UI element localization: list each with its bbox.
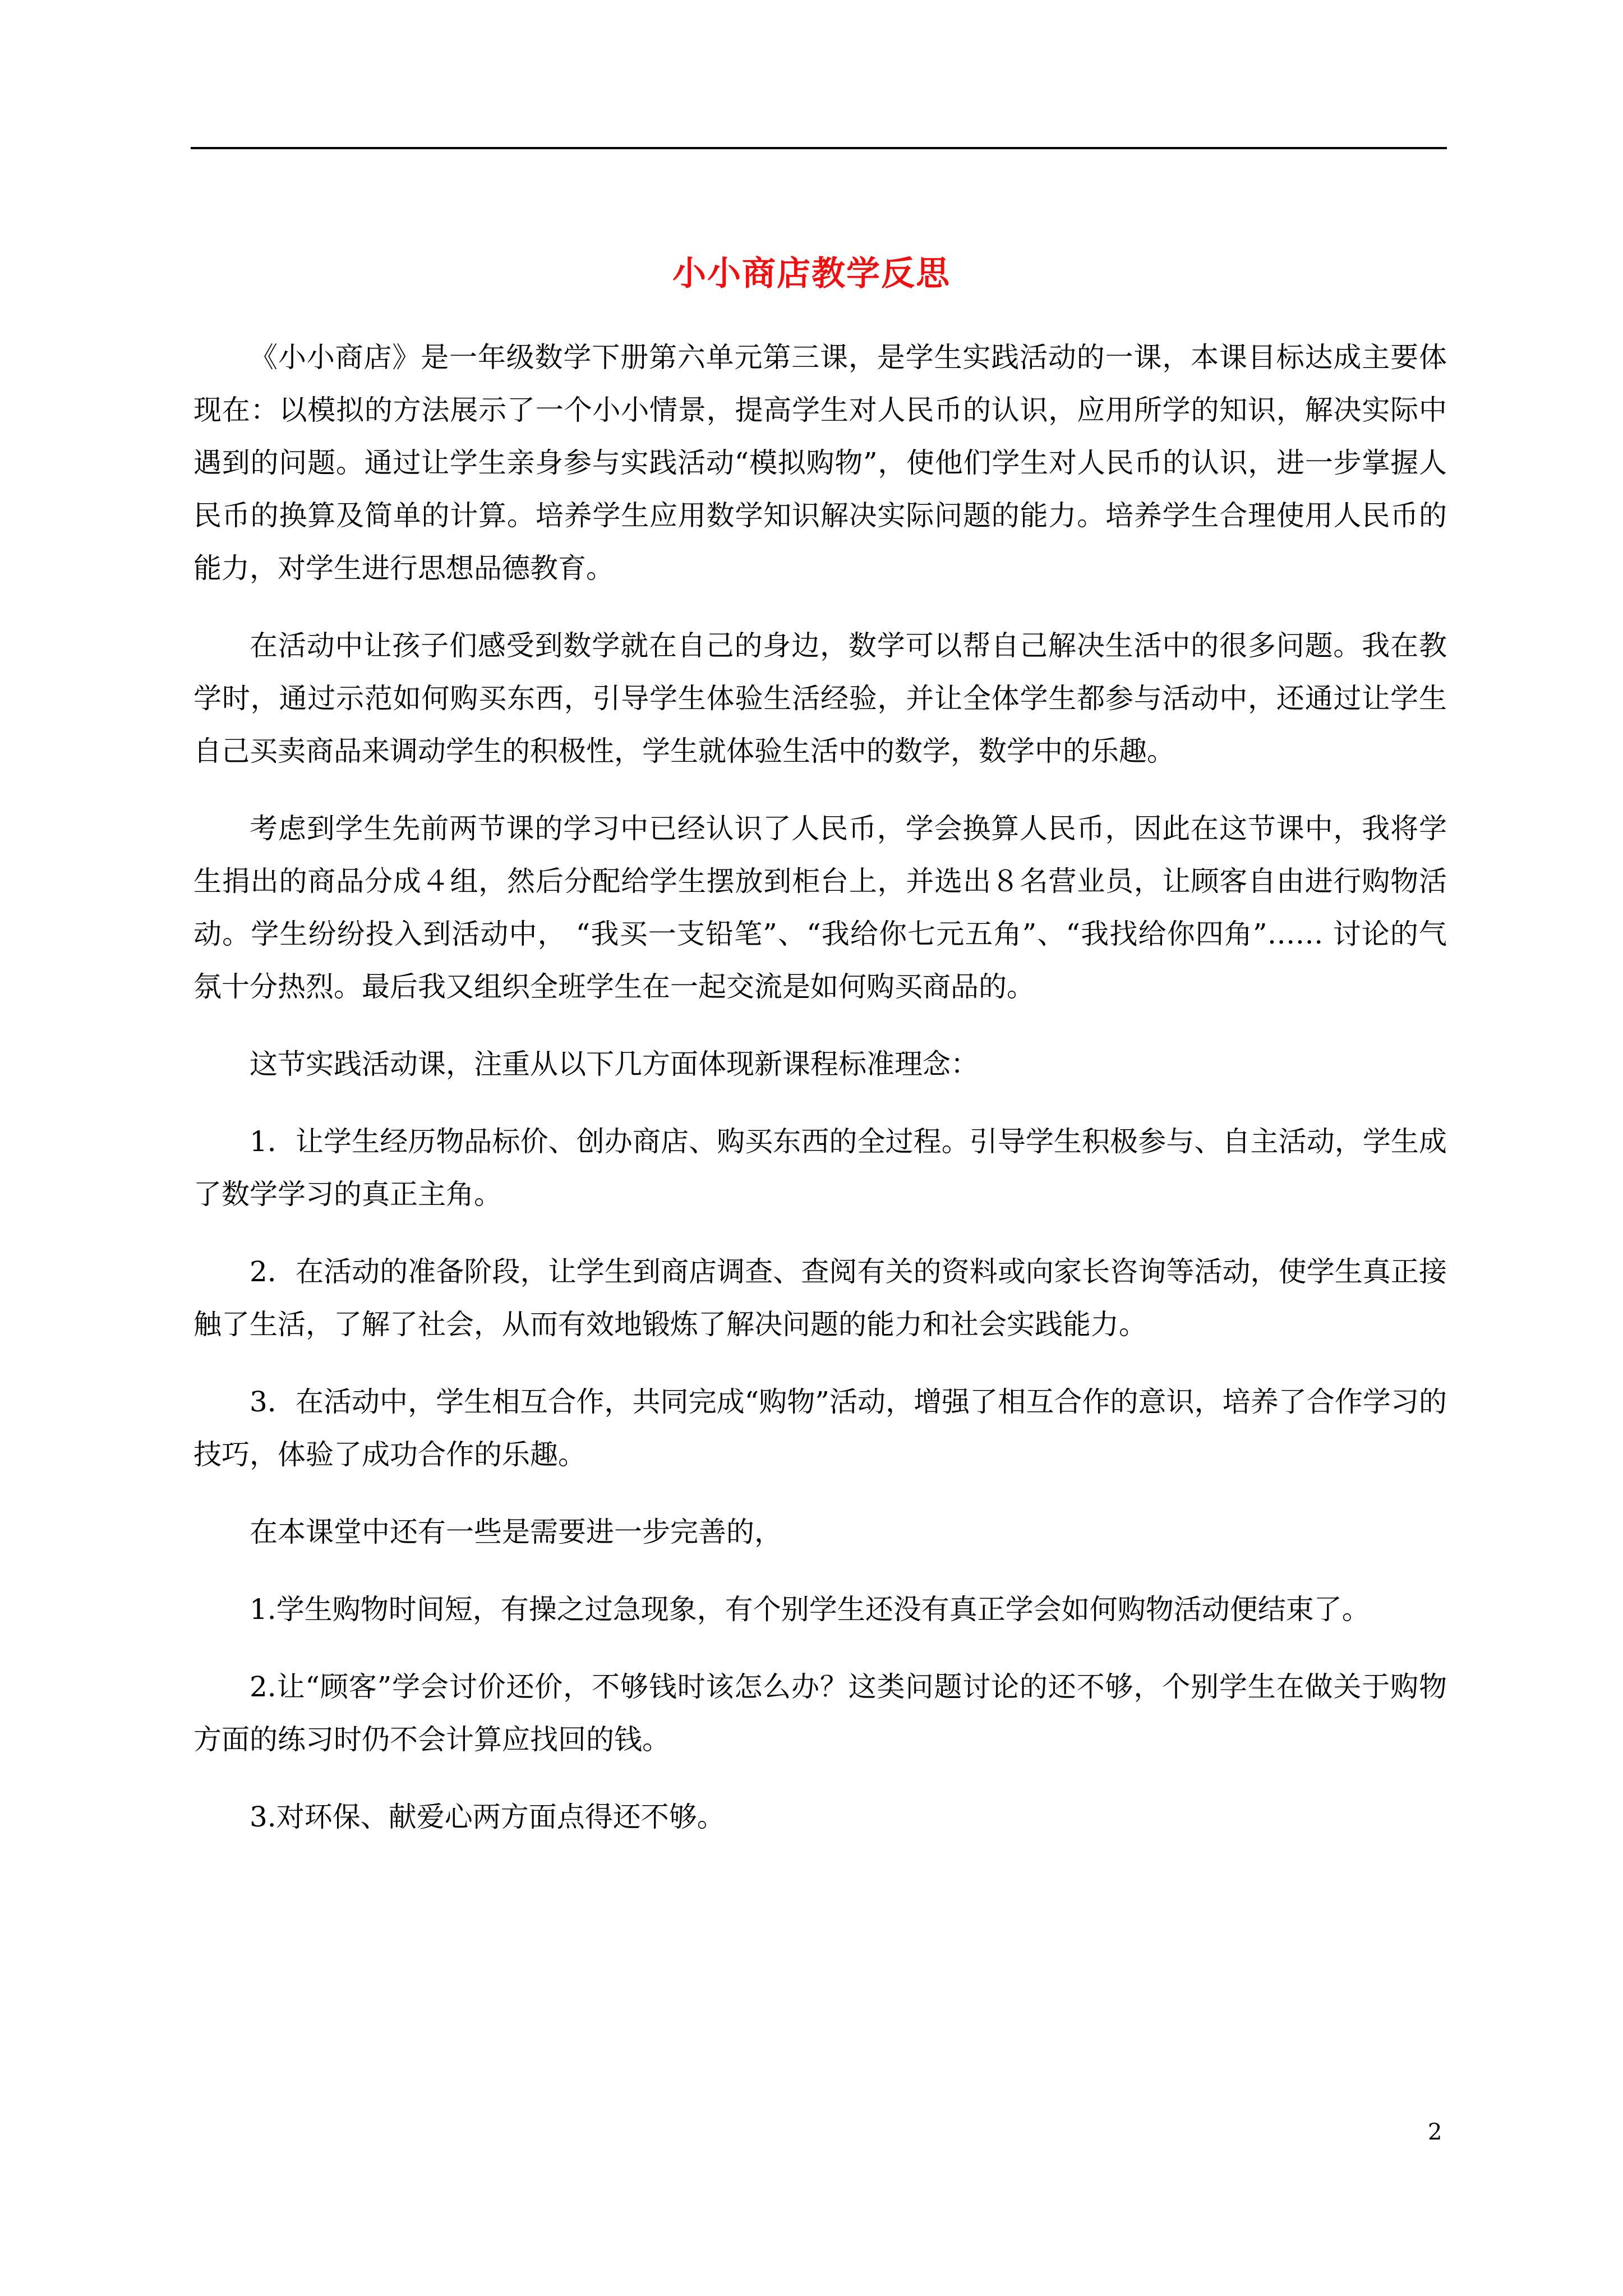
page-number: 2 — [1428, 2119, 1442, 2145]
paragraph-intro: 《小小商店》是一年级数学下册第六单元第三课，是学生实践活动的一课，本课目标达成主要体现在：以模拟的方法展示了一个小小情景，提高学生对人民币的认识，应用所学的知识，解决实际中遇到的问题。通过让学生亲身参与实践活动“模拟购物”，使他们学生对人民币的认识，进一步掌握人民币的换算及简单的计算。培养学生应用数学知识解决实际问题的能力。培养学生合理使用人民币的能力，对学生进行思想品德教育。 — [193, 341, 1447, 585]
paragraph-concept-3: 3．在活动中，学生相互合作，共同完成“购物”活动，增强了相互合作的意识，培养了合作学习的技巧，体验了成功合作的乐趣。 — [193, 1386, 1447, 1471]
paragraph-improvement-3: 3.对环保、献爱心两方面点得还不够。 — [250, 1801, 725, 1833]
paragraph-process: 考虑到学生先前两节课的学习中已经认识了人民币，学会换算人民币，因此在这节课中，我将学生捐出的商品分成４组，然后分配给学生摆放到柜台上，并选出８名营业员，让顾客自由进行购物活动。学生纷纷投入到活动中， “我买一支铅笔”、“我给你七元五角”、“我找给你四角”…… 讨论的气氛十分热烈。最后我又组织全班学生在一起交流是如何购买商品的。 — [193, 812, 1447, 1003]
paragraph-concept-1: 1．让学生经历物品标价、创办商店、购买东西的全过程。引导学生积极参与、自主活动，学生成了数学学习的真正主角。 — [193, 1125, 1447, 1211]
paragraph-concepts-intro: 这节实践活动课，注重从以下几方面体现新课程标准理念： — [250, 1048, 979, 1080]
paragraph-improvements-intro: 在本课堂中还有一些是需要进一步完善的， — [250, 1516, 782, 1548]
paragraph-concept-2: 2．在活动的准备阶段，让学生到商店调查、查阅有关的资料或向家长咨询等活动，使学生真正接触了生活，了解了社会，从而有效地锻炼了解决问题的能力和社会实践能力。 — [193, 1255, 1447, 1341]
paragraph-activity: 在活动中让孩子们感受到数学就在自己的身边，数学可以帮自己解决生活中的很多问题。我在教学时，通过示范如何购买东西，引导学生体验生活经验，并让全体学生都参与活动中，还通过让学生自己买卖商品来调动学生的积极性，学生就体验生活中的数学，数学中的乐趣。 — [193, 629, 1447, 767]
document-body — [193, 331, 1447, 1868]
paragraph-improvement-2: 2.让“顾客”学会讨价还价，不够钱时该怎么办？这类问题讨论的还不够，个别学生在做关于购物方面的练习时仍不会计算应找回的钱。 — [193, 1671, 1447, 1756]
header-rule — [191, 147, 1447, 149]
document-title: 小小商店教学反思 — [672, 254, 951, 293]
paragraph-improvement-1: 1.学生购物时间短，有操之过急现象，有个别学生还没有真正学会如何购物活动便结束了。 — [250, 1593, 1370, 1626]
